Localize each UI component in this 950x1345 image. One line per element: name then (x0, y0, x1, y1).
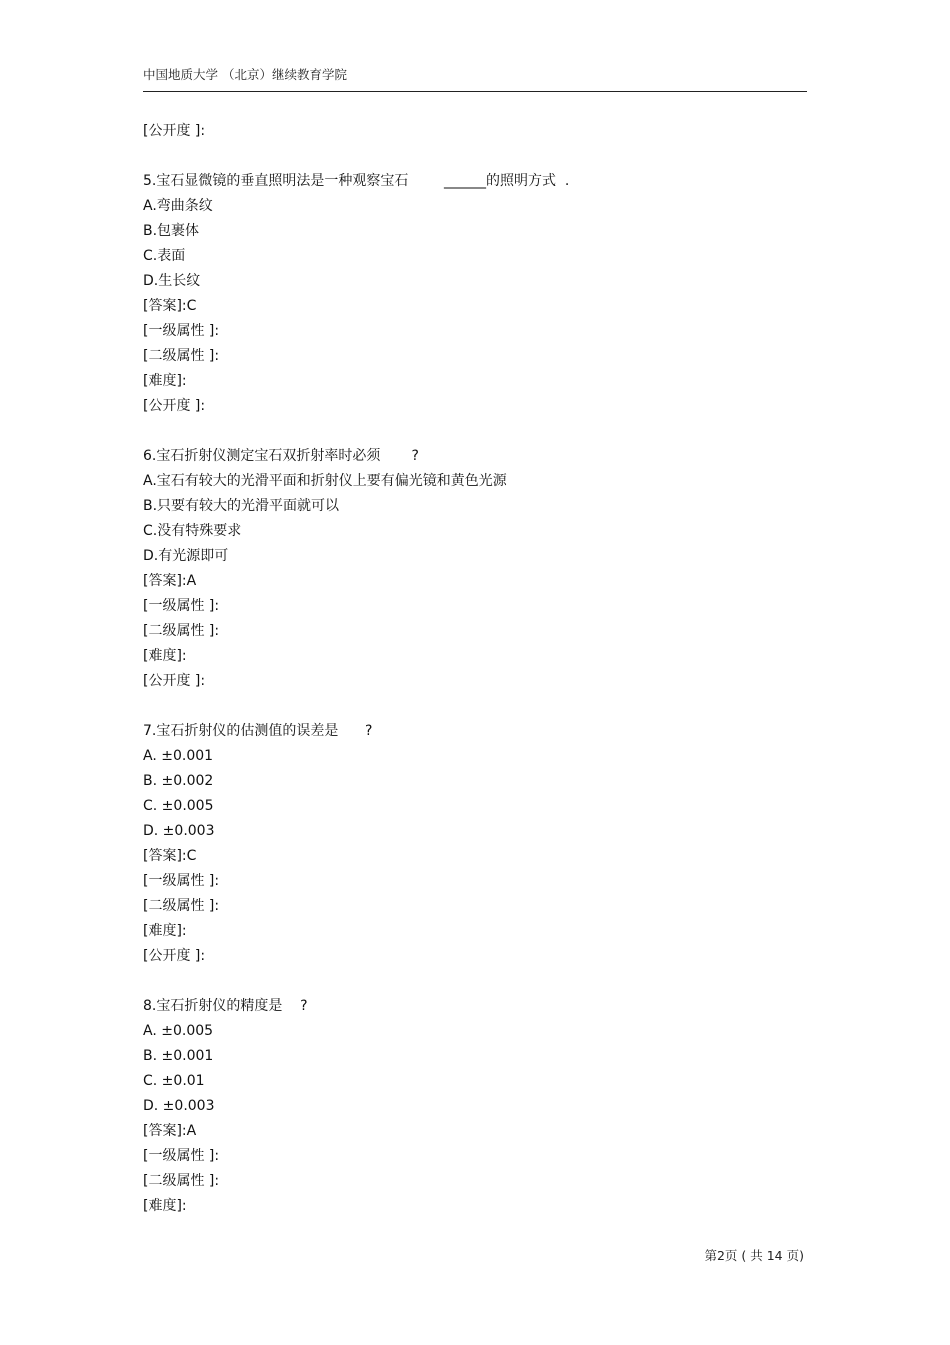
difficulty-line: [难度]: (143, 1198, 187, 1214)
option-d: D. ±0.003 (143, 1098, 215, 1114)
secondary-attribute-line: [二级属性 ]: (143, 623, 220, 639)
answer-line: [答案]:C (143, 298, 197, 314)
primary-attribute-line: [一级属性 ]: (143, 873, 220, 889)
option-a: A. ±0.005 (143, 1023, 214, 1039)
option-a: A. ±0.001 (143, 748, 214, 764)
header-title: 中国地质大学 （北京）继续教育学院 (143, 67, 347, 82)
option-c: C. ±0.005 (143, 798, 214, 814)
page-number: 第2页 ( 共 14 页) (704, 1248, 804, 1263)
primary-attribute-line: [一级属性 ]: (143, 598, 220, 614)
primary-attribute-line: [一级属性 ]: (143, 1148, 220, 1164)
secondary-attribute-line: [二级属性 ]: (143, 898, 220, 914)
lead-openness-line: [公开度 ]: (143, 123, 206, 139)
secondary-attribute-line: [二级属性 ]: (143, 1173, 220, 1189)
openness-line: [公开度 ]: (143, 398, 206, 414)
difficulty-line: [难度]: (143, 648, 187, 664)
option-d: D.有光源即可 (143, 548, 229, 564)
answer-line: [答案]:A (143, 1123, 197, 1139)
option-d: D.生长纹 (143, 273, 201, 289)
answer-line: [答案]:A (143, 573, 197, 589)
primary-attribute-line: [一级属性 ]: (143, 323, 220, 339)
option-a: A.弯曲条纹 (143, 198, 213, 214)
option-b: B.包裹体 (143, 223, 200, 239)
question-stem: 7.宝石折射仪的估测值的误差是 ? (143, 723, 373, 739)
question-block (143, 169, 803, 419)
difficulty-line: [难度]: (143, 373, 187, 389)
page-header (143, 66, 807, 92)
option-b: B. ±0.002 (143, 773, 214, 789)
openness-line: [公开度 ]: (143, 948, 206, 964)
spacer (143, 419, 803, 444)
secondary-attribute-line: [二级属性 ]: (143, 348, 220, 364)
option-c: C. ±0.01 (143, 1073, 205, 1089)
option-c: C.表面 (143, 248, 186, 264)
question-stem: 6.宝石折射仪测定宝石双折射率时必须 ? (143, 448, 419, 464)
question-stem: 5.宝石显微镜的垂直照明法是一种观察宝石 ______的照明方式 . (143, 173, 570, 189)
question-stem: 8.宝石折射仪的精度是 ? (143, 998, 308, 1014)
question-block (143, 994, 803, 1219)
document-body (143, 119, 803, 1219)
spacer (143, 694, 803, 719)
option-b: B.只要有较大的光滑平面就可以 (143, 498, 340, 514)
question-block (143, 719, 803, 969)
option-c: C.没有特殊要求 (143, 523, 242, 539)
spacer (143, 144, 803, 169)
spacer (143, 969, 803, 994)
answer-line: [答案]:C (143, 848, 197, 864)
option-a: A.宝石有较大的光滑平面和折射仪上要有偏光镜和黄色光源 (143, 473, 507, 489)
difficulty-line: [难度]: (143, 923, 187, 939)
option-d: D. ±0.003 (143, 823, 215, 839)
question-block (143, 444, 803, 694)
option-b: B. ±0.001 (143, 1048, 214, 1064)
openness-line: [公开度 ]: (143, 673, 206, 689)
